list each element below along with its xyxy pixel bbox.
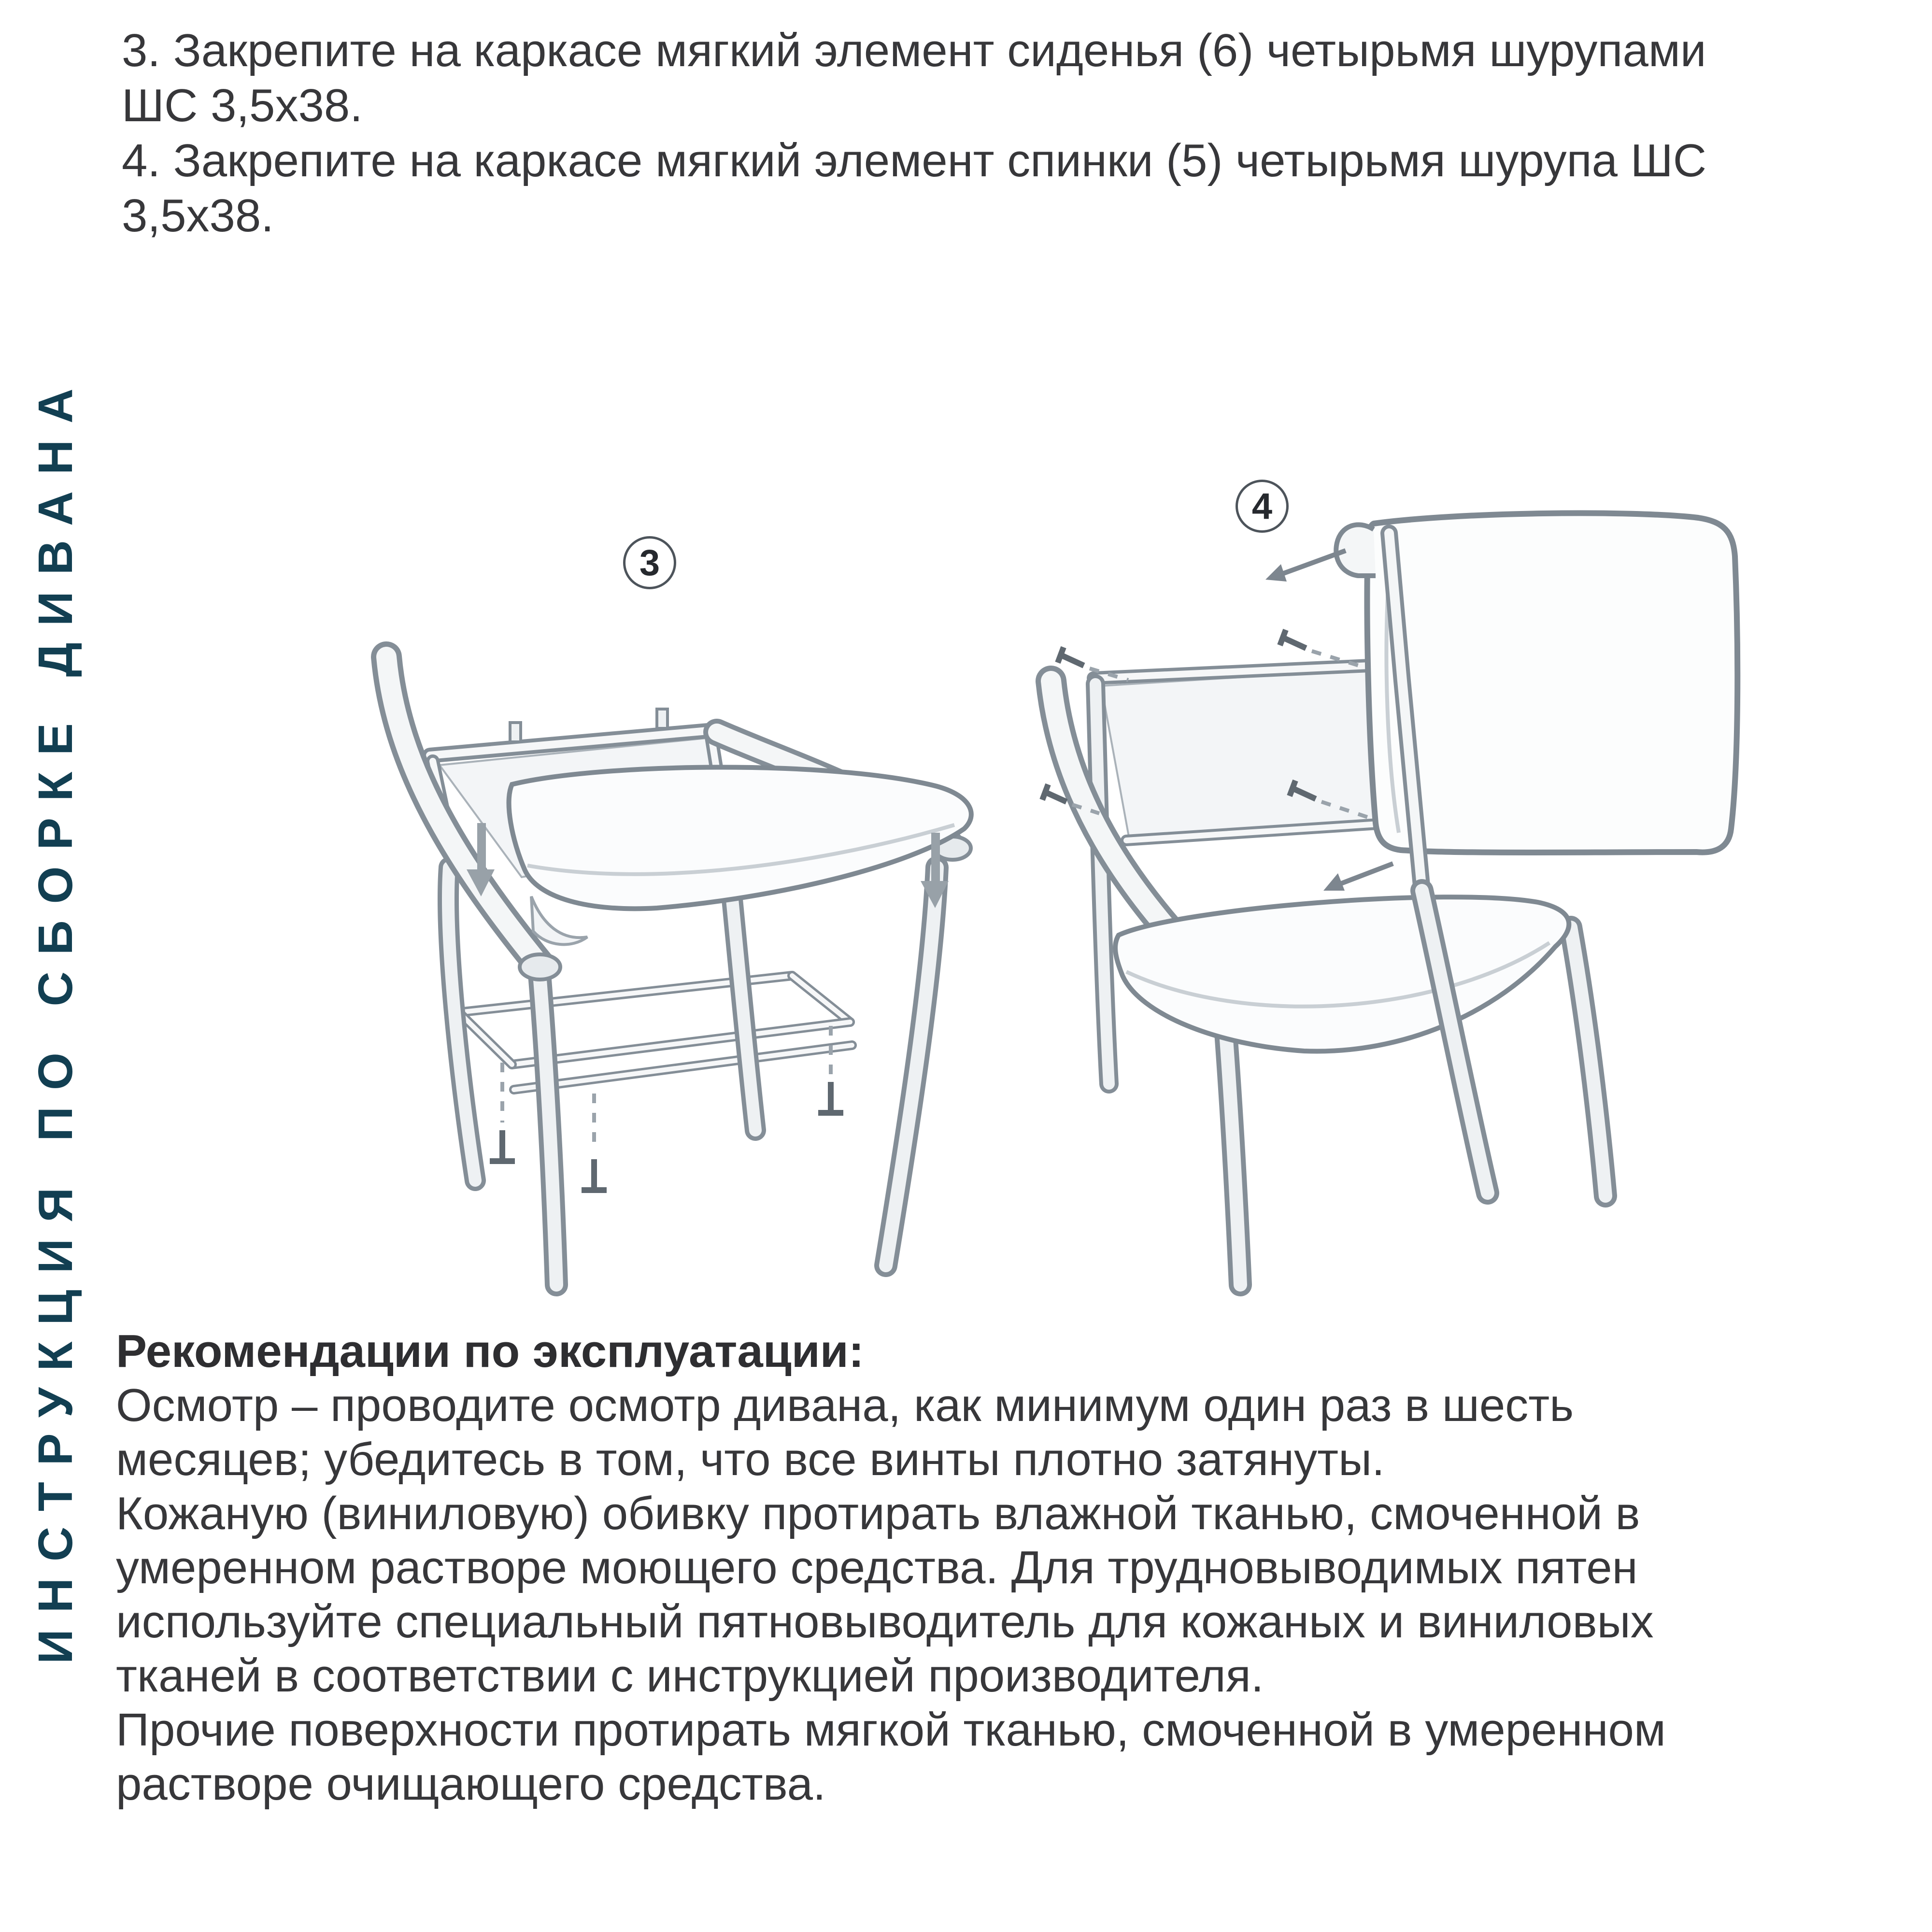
step-3-diagram bbox=[367, 609, 985, 1309]
recommendation-line: умеренном растворе моющего средства. Для трудновыводимых пятен bbox=[116, 1542, 1638, 1593]
recommendations-heading: Рекомендации по эксплуатации: bbox=[116, 1325, 864, 1377]
vertical-page-title: ИНСТРУКЦИЯ ПО СБОРКЕ ДИВАНА bbox=[28, 372, 83, 1664]
recommendation-line: Прочие поверхности протирать мягкой тканью, смоченной в умеренном bbox=[116, 1704, 1666, 1756]
step-4-line-2: 3,5х38. bbox=[122, 190, 274, 242]
step-4-diagram bbox=[1034, 473, 1758, 1304]
recommendation-line: используйте специальный пятновыводитель для кожаных и виниловых bbox=[116, 1596, 1654, 1648]
chair-frame bbox=[386, 657, 971, 1285]
care-recommendations bbox=[116, 1324, 1913, 1811]
assembly-steps bbox=[122, 23, 1909, 243]
step-4-badge-number: 4 bbox=[1251, 485, 1273, 527]
recommendation-line: месяцев; убедитесь в том, что все винты плотно затянуты. bbox=[116, 1434, 1385, 1485]
recommendation-line: тканей в соответствии с инструкцией производителя. bbox=[116, 1650, 1264, 1702]
step-3-line-2: ШС 3,5х38. bbox=[122, 80, 363, 131]
step-4-line-1: 4. Закрепите на каркасе мягкий элемент спинки (5) четырьмя шурупа ШС bbox=[122, 135, 1707, 186]
assembly-step-4 bbox=[122, 133, 1909, 243]
recommendation-line: Осмотр – проводите осмотр дивана, как минимум один раз в шесть bbox=[116, 1379, 1574, 1431]
step-4-diagram-svg bbox=[1034, 473, 1758, 1304]
step-3-badge-number: 3 bbox=[639, 542, 660, 583]
recommendation-line: растворе очищающего средства. bbox=[116, 1758, 826, 1810]
recommendation-line: Кожаную (виниловую) обивку протирать влажной тканью, смоченной в bbox=[116, 1488, 1640, 1539]
assembly-step-3 bbox=[122, 23, 1909, 133]
step-3-diagram-svg bbox=[367, 609, 985, 1309]
step-3-line-1: 3. Закрепите на каркасе мягкий элемент сиденья (6) четырьмя шурупами bbox=[122, 25, 1706, 76]
step-3-badge bbox=[623, 536, 676, 589]
seat-cushion bbox=[1115, 897, 1569, 1051]
